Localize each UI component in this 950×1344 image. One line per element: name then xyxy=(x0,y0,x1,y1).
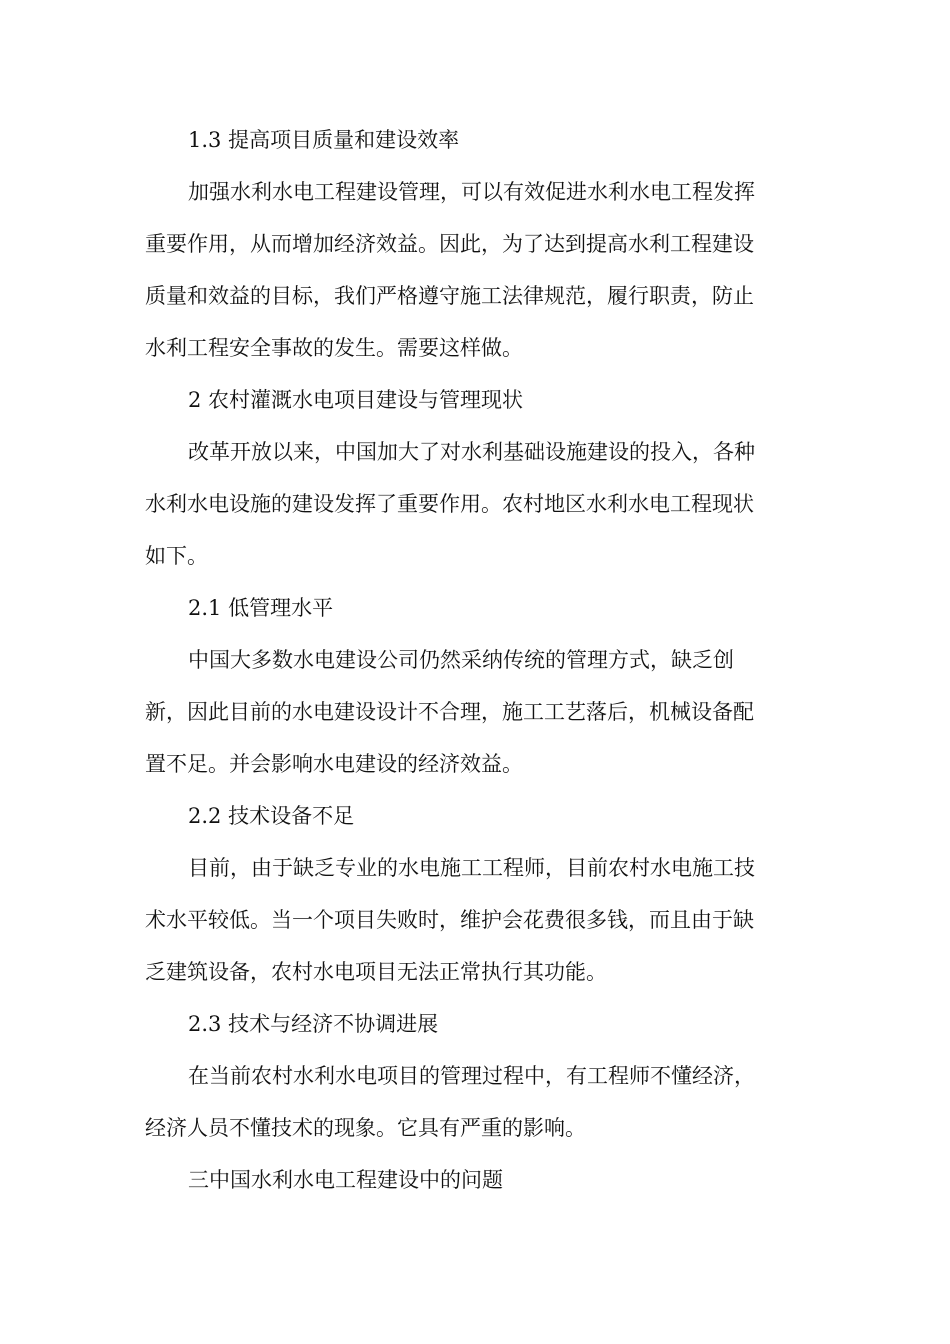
document-body xyxy=(145,114,795,1206)
paragraph-line: 改革开放以来，中国加大了对水利基础设施建设的投入，各种 xyxy=(188,440,755,464)
section-heading-1-3: 1.3 提高项目质量和建设效率 xyxy=(188,128,460,152)
paragraph-line: 中国大多数水电建设公司仍然采纳传统的管理方式，缺乏创 xyxy=(188,648,734,672)
paragraph-line: 目前，由于缺乏专业的水电施工工程师，目前农村水电施工技 xyxy=(188,856,755,880)
paragraph-line: 水利水电设施的建设发挥了重要作用。农村地区水利水电工程现状 xyxy=(145,492,754,516)
section-heading-2-3: 2.3 技术与经济不协调进展 xyxy=(188,1012,439,1036)
paragraph-line: 在当前农村水利水电项目的管理过程中，有工程师不懂经济， xyxy=(188,1064,755,1088)
paragraph-line: 经济人员不懂技术的现象。它具有严重的影响。 xyxy=(145,1116,586,1140)
section-heading-2: 2 农村灌溉水电项目建设与管理现状 xyxy=(188,388,524,412)
paragraph-line: 乏建筑设备，农村水电项目无法正常执行其功能。 xyxy=(145,960,607,984)
section-heading-2-2: 2.2 技术设备不足 xyxy=(188,804,355,828)
paragraph-line: 置不足。并会影响水电建设的经济效益。 xyxy=(145,752,523,776)
paragraph-line: 质量和效益的目标，我们严格遵守施工法律规范，履行职责，防止 xyxy=(145,284,754,308)
section-heading-3: 三中国水利水电工程建设中的问题 xyxy=(188,1168,503,1192)
paragraph-line: 术水平较低。当一个项目失败时，维护会花费很多钱，而且由于缺 xyxy=(145,908,754,932)
paragraph-line: 水利工程安全事故的发生。需要这样做。 xyxy=(145,336,523,360)
paragraph-line: 重要作用，从而增加经济效益。因此，为了达到提高水利工程建设 xyxy=(145,232,754,256)
paragraph-line: 加强水利水电工程建设管理，可以有效促进水利水电工程发挥 xyxy=(188,180,755,204)
paragraph-line: 如下。 xyxy=(145,544,208,568)
section-heading-2-1: 2.1 低管理水平 xyxy=(188,596,334,620)
paragraph-line: 新，因此目前的水电建设设计不合理，施工工艺落后，机械设备配 xyxy=(145,700,754,724)
